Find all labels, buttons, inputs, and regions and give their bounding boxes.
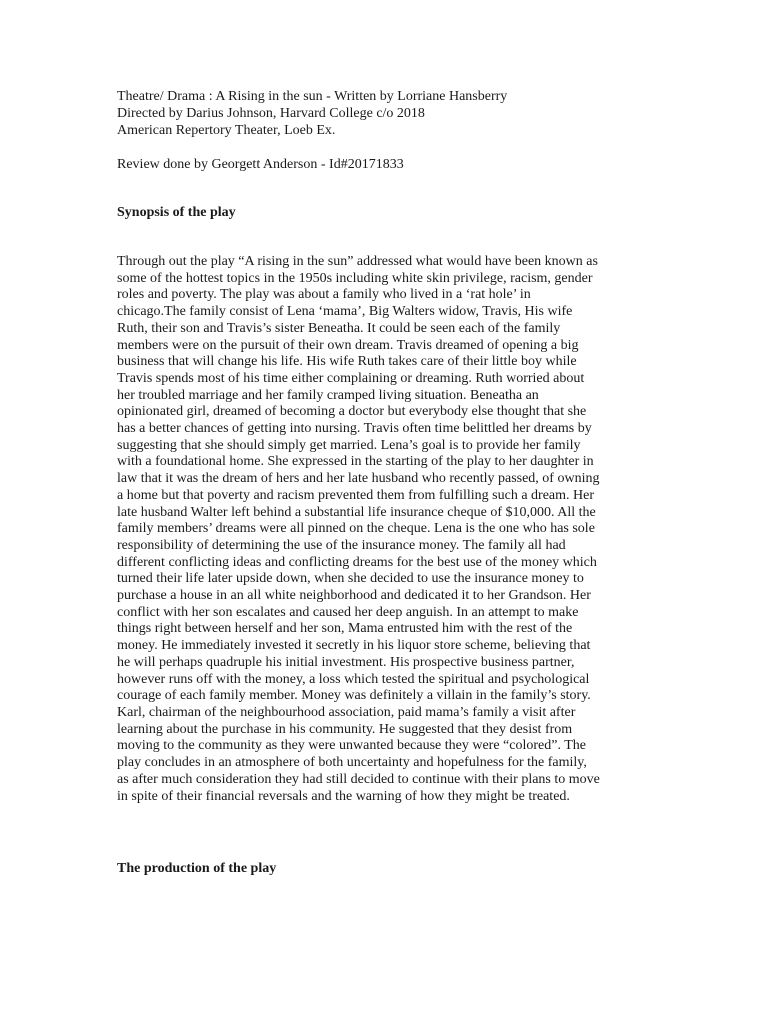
synopsis-line: family members’ dreams were all pinned on the cheque. Lena is the one who has sole — [117, 521, 595, 537]
synopsis-line: in spite of their financial reversals and the warning of how they might be treated. — [117, 788, 570, 804]
synopsis-line: play concludes in an atmosphere of both uncertainty and hopefulness for the family, — [117, 755, 587, 771]
play-title-line: Theatre/ Drama : A Rising in the sun - Written by Lorriane Hansberry — [117, 89, 508, 104]
synopsis-line: he will perhaps quadruple his initial investment. His prospective business partner, — [117, 654, 575, 670]
synopsis-line: conflict with her son escalates and caused her deep anguish. In an attempt to make — [117, 604, 579, 620]
synopsis-line: some of the hottest topics in the 1950s including white skin privilege, racism, gender — [117, 270, 593, 286]
synopsis-line: purchase a house in an all white neighborhood and dedicated it to her Grandson. Her — [117, 588, 591, 604]
synopsis-line: late husband Walter left behind a substantial life insurance cheque of $10,000. All the — [117, 504, 596, 520]
synopsis-line: opinionated girl, dreamed of becoming a doctor but everybody else thought that she — [117, 404, 587, 420]
synopsis-line: suggesting that she should simply get married. Lena’s goal is to provide her family — [117, 437, 581, 453]
synopsis-line: roles and poverty. The play was about a family who lived in a ‘rat hole’ in — [117, 287, 531, 303]
synopsis-line: with a foundational home. She expressed in the starting of the play to her daughter in — [117, 454, 594, 470]
synopsis-heading: Synopsis of the play — [117, 205, 236, 220]
synopsis-line: as after much consideration they had still decided to continue with their plans to move — [117, 771, 600, 787]
synopsis-line: has a better chances of getting into nursing. Travis often time belittled her dreams by — [117, 421, 592, 437]
synopsis-line: turned their life later upside down, when she decided to use the insurance money to — [117, 571, 584, 587]
synopsis-line: different conflicting ideas and conflicting dreams for the best use of the money which — [117, 554, 597, 570]
synopsis-line: moving to the community as they were unwanted because they were “colored”. The — [117, 738, 586, 754]
production-heading: The production of the play — [117, 861, 277, 876]
document-header — [117, 88, 657, 173]
reviewer-line: Review done by Georgett Anderson - Id#20171833 — [117, 157, 404, 172]
synopsis-line: Karl, chairman of the neighbourhood association, paid mama’s family a visit after — [117, 704, 576, 720]
synopsis-line: business that will change his life. His wife Ruth takes care of their little boy while — [117, 354, 577, 370]
venue-line: American Repertory Theater, Loeb Ex. — [117, 123, 336, 138]
synopsis-line: things right between herself and her son, Mama entrusted him with the rest of the — [117, 621, 573, 637]
synopsis-line: Ruth, their son and Travis’s sister Beneatha. It could be seen each of the family — [117, 320, 561, 336]
synopsis-line: responsibility of determining the use of the insurance money. The family all had — [117, 537, 566, 553]
synopsis-line: however runs off with the money, a loss which tested the spiritual and psychological — [117, 671, 590, 687]
synopsis-line: courage of each family member. Money was definitely a villain in the family’s story. — [117, 688, 591, 704]
synopsis-line: Travis spends most of his time either complaining or dreaming. Ruth worried about — [117, 370, 585, 386]
synopsis-line: learning about the purchase in his community. He suggested that they desist from — [117, 721, 573, 737]
synopsis-paragraph — [117, 254, 657, 805]
synopsis-line: money. He immediately invested it secretly in his liquor store scheme, believing that — [117, 638, 591, 654]
synopsis-line: members were on the pursuit of their own dream. Travis dreamed of opening a big — [117, 337, 579, 353]
synopsis-line: a home but that poverty and racism prevented them from fulfilling such a dream. Her — [117, 487, 595, 503]
director-line: Directed by Darius Johnson, Harvard College c/o 2018 — [117, 106, 425, 121]
synopsis-line: her troubled marriage and her family cramped living situation. Beneatha an — [117, 387, 539, 403]
synopsis-line: law that it was the dream of hers and her late husband who recently passed, of owning — [117, 471, 600, 487]
document-page — [117, 88, 657, 876]
synopsis-line: chicago.The family consist of Lena ‘mama’, Big Walters widow, Travis, His wife — [117, 304, 573, 320]
synopsis-line: Through out the play “A rising in the sun” addressed what would have been known as — [117, 254, 598, 269]
